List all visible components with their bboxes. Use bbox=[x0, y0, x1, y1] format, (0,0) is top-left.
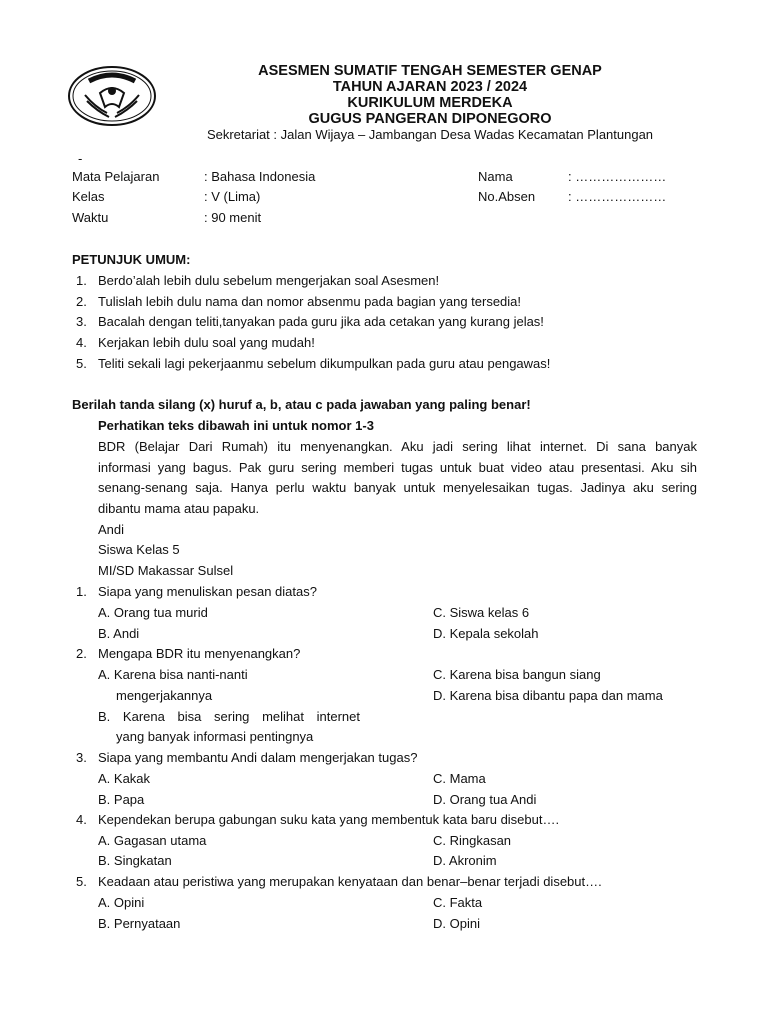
signature-class: Siswa Kelas 5 bbox=[98, 542, 180, 557]
question-number: 4. bbox=[76, 812, 87, 827]
dash-mark: - bbox=[78, 151, 83, 166]
option-c[interactable]: C. Fakta bbox=[433, 895, 483, 910]
instructions-title: PETUNJUK UMUM: bbox=[72, 252, 191, 267]
header-title-line-3: KURIKULUM MERDEKA bbox=[347, 95, 513, 111]
header-title-line-2: TAHUN AJARAN 2023 / 2024 bbox=[332, 79, 528, 95]
time-value: : 90 menit bbox=[204, 210, 262, 225]
option-b[interactable]: B. Singkatan bbox=[98, 853, 172, 868]
instruction-item: Kerjakan lebih dulu soal yang mudah! bbox=[98, 335, 315, 350]
absen-label: No.Absen bbox=[478, 189, 536, 204]
signature-school: MI/SD Makassar Sulsel bbox=[98, 563, 234, 578]
name-field[interactable]: : ………………… bbox=[568, 169, 667, 184]
question-text: Siapa yang menuliskan pesan diatas? bbox=[98, 584, 317, 599]
header-address: Sekretariat : Jalan Wijaya – Jambangan Desa Wadas Kecamatan Plantungan bbox=[206, 127, 654, 142]
class-label: Kelas bbox=[72, 189, 105, 204]
option-d[interactable]: D. Orang tua Andi bbox=[433, 792, 537, 807]
time-label: Waktu bbox=[72, 210, 109, 225]
header-title-line-1: ASESMEN SUMATIF TENGAH SEMESTER GENAP bbox=[258, 63, 602, 79]
instruction-number: 2. bbox=[76, 294, 87, 309]
option-a[interactable]: A. Karena bisa nanti-nanti bbox=[98, 667, 248, 682]
option-b[interactable]: B. Papa bbox=[98, 792, 145, 807]
question-number: 1. bbox=[76, 584, 87, 599]
option-c[interactable]: C. Ringkasan bbox=[433, 833, 512, 848]
question-text: Siapa yang membantu Andi dalam mengerjakan tugas? bbox=[98, 750, 418, 765]
instruction-item: Berdo’alah lebih dulu sebelum mengerjakan soal Asesmen! bbox=[98, 273, 440, 288]
class-value: : V (Lima) bbox=[204, 189, 261, 204]
passage-line: dibantu mama atau papaku. bbox=[98, 501, 260, 516]
option-a[interactable]: A. Opini bbox=[98, 895, 145, 910]
question-number: 2. bbox=[76, 646, 87, 661]
option-c[interactable]: C. Karena bisa bangun siang bbox=[433, 667, 601, 682]
option-a-continued[interactable]: mengerjakannya bbox=[116, 688, 213, 703]
option-d[interactable]: D. Kepala sekolah bbox=[433, 626, 539, 641]
option-a[interactable]: A. Gagasan utama bbox=[98, 833, 207, 848]
instruction-number: 3. bbox=[76, 314, 87, 329]
tut-wuri-handayani-logo bbox=[67, 65, 157, 127]
option-b-continued[interactable]: yang banyak informasi pentingnya bbox=[116, 729, 314, 744]
option-c[interactable]: C. Siswa kelas 6 bbox=[433, 605, 530, 620]
question-text: Kependekan berupa gabungan suku kata yang membentuk kata baru disebut…. bbox=[98, 812, 560, 827]
option-d[interactable]: D. Karena bisa dibantu papa dan mama bbox=[433, 688, 663, 703]
section-directive: Berilah tanda silang (x) huruf a, b, atau c pada jawaban yang paling benar! bbox=[72, 397, 531, 412]
instruction-item: Teliti sekali lagi pekerjaanmu sebelum dikumpulkan pada guru atau pengawas! bbox=[98, 356, 551, 371]
option-d[interactable]: D. Opini bbox=[433, 916, 480, 931]
header-title-line-4: GUGUS PANGERAN DIPONEGORO bbox=[308, 111, 552, 127]
subject-label: Mata Pelajaran bbox=[72, 169, 160, 184]
name-label: Nama bbox=[478, 169, 513, 184]
absen-field[interactable]: : ………………… bbox=[568, 189, 667, 204]
question-text: Keadaan atau peristiwa yang merupakan kenyataan dan benar–benar terjadi disebut…. bbox=[98, 874, 602, 889]
passage-line: senang-senang saja. Hanya perlu waktu banyak untuk menyelesaikan tugas. Jadinya aku sering bbox=[98, 480, 697, 495]
passage-line: BDR (Belajar Dari Rumah) itu menyenangkan. Aku jadi sering lihat internet. Di sana banyak bbox=[98, 439, 697, 454]
option-b[interactable]: B. Andi bbox=[98, 626, 140, 641]
signature-name: Andi bbox=[98, 522, 125, 537]
option-c[interactable]: C. Mama bbox=[433, 771, 486, 786]
instruction-item: Tulislah lebih dulu nama dan nomor absenmu pada bagian yang tersedia! bbox=[98, 294, 522, 309]
passage-title: Perhatikan teks dibawah ini untuk nomor 1-3 bbox=[98, 418, 374, 433]
question-text: Mengapa BDR itu menyenangkan? bbox=[98, 646, 301, 661]
option-a[interactable]: A. Orang tua murid bbox=[98, 605, 208, 620]
instruction-number: 5. bbox=[76, 356, 87, 371]
instruction-number: 1. bbox=[76, 273, 87, 288]
option-a[interactable]: A. Kakak bbox=[98, 771, 151, 786]
option-b[interactable]: B. Pernyataan bbox=[98, 916, 181, 931]
subject-value: : Bahasa Indonesia bbox=[204, 169, 316, 184]
instruction-number: 4. bbox=[76, 335, 87, 350]
option-d[interactable]: D. Akronim bbox=[433, 853, 497, 868]
instruction-item: Bacalah dengan teliti,tanyakan pada guru jika ada cetakan yang kurang jelas! bbox=[98, 314, 544, 329]
question-number: 3. bbox=[76, 750, 87, 765]
passage-line: informasi yang bagus. Pak guru sering memberi tugas untuk buat video atau presentasi. Aku sih bbox=[98, 460, 697, 475]
option-b[interactable]: B. Karena bisa sering melihat internet bbox=[98, 709, 360, 724]
question-number: 5. bbox=[76, 874, 87, 889]
